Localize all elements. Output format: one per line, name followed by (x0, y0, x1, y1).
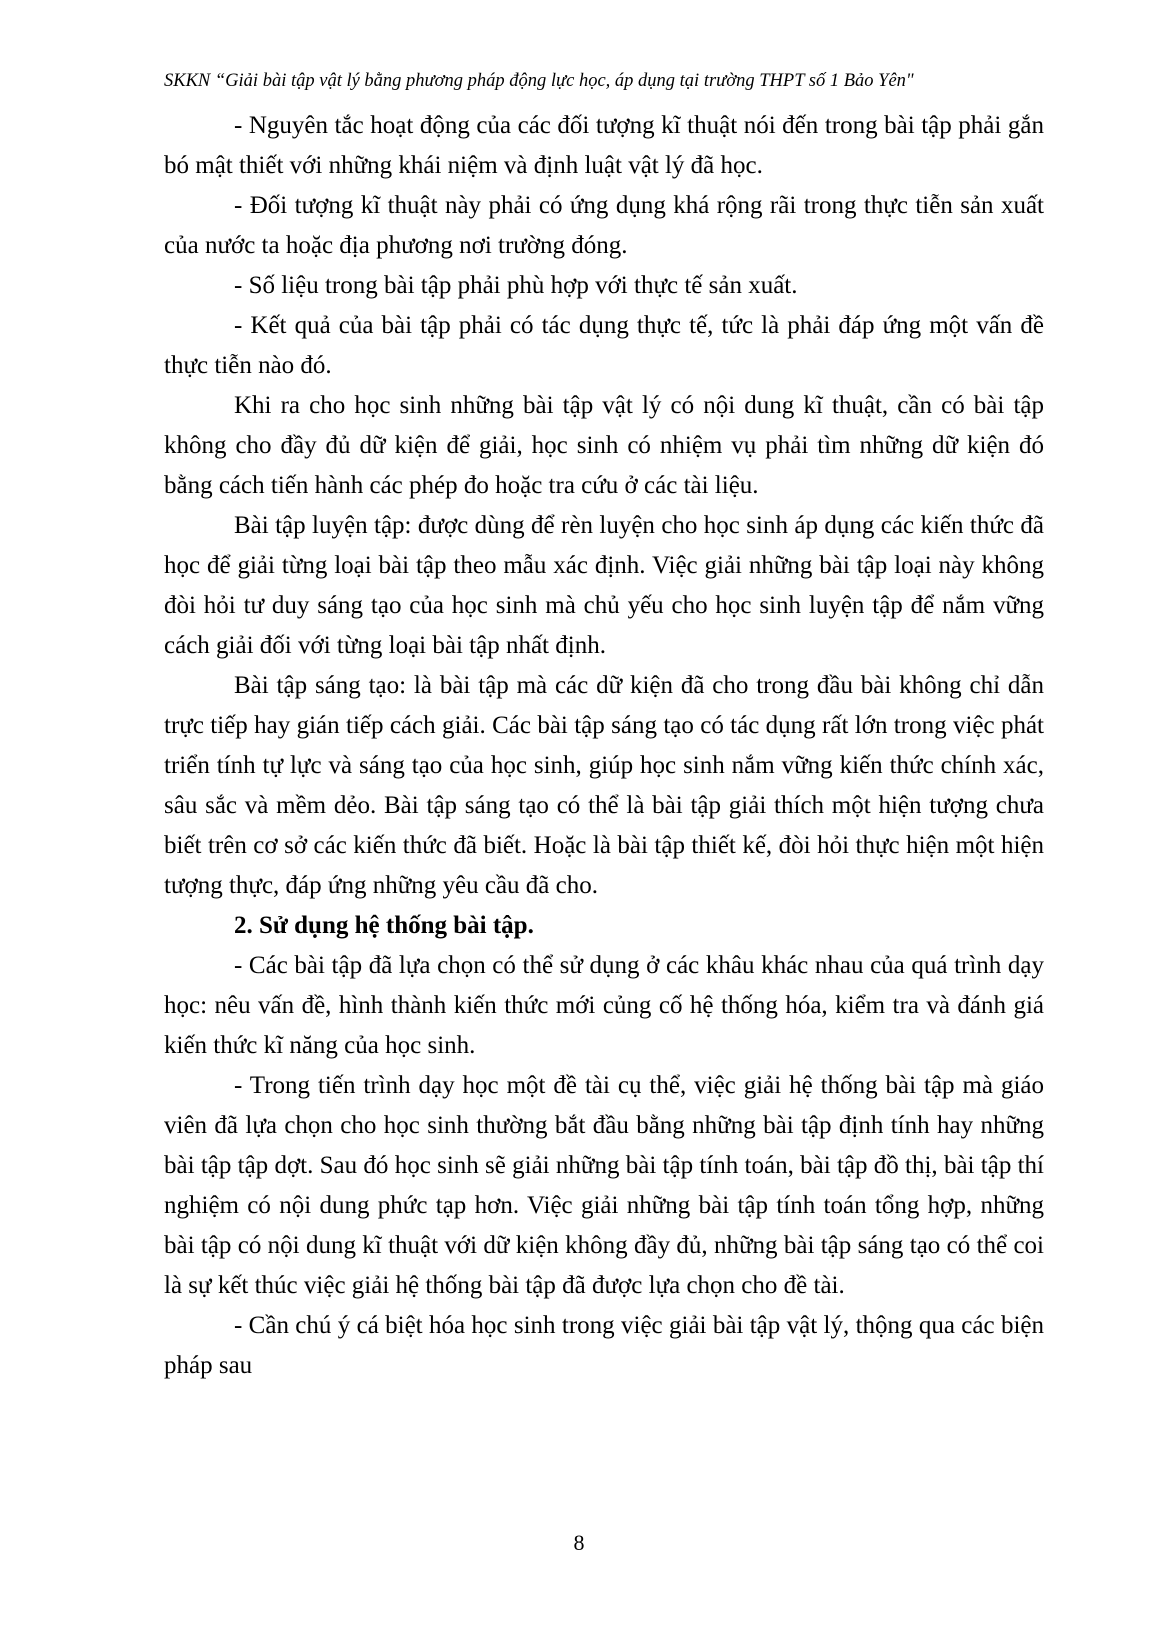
section-heading: 2. Sử dụng hệ thống bài tập. (234, 912, 534, 939)
page-number: 8 (573, 1530, 585, 1555)
paragraph: - Trong tiến trình dạy học một đề tài cụ thể, việc giải hệ thống bài tập mà giáo viên đã lựa chọn cho học sinh thường bắt đầu bằng những bài tập định tính hay những bài tập tập dợt. Sau đó học sinh sẽ giải những bài tập tính toán, bài tập đồ thị, bài tập thí nghiệm có nội dung phức tạp hơn. Việc giải những bài tập tính toán tổng hợp, những bài tập có nội dung kĩ thuật với dữ kiện không đầy đủ, những bài tập sáng tạo có thể coi là sự kết thúc việc giải hệ thống bài tập đã được lựa chọn cho đề tài. (164, 1072, 1044, 1299)
paragraph: - Nguyên tắc hoạt động của các đối tượng kĩ thuật nói đến trong bài tập phải gắn bó mật thiết với những khái niệm và định luật vật lý đã học. (164, 112, 1044, 179)
paragraph: - Cần chú ý cá biệt hóa học sinh trong việc giải bài tập vật lý, thộng qua các biện pháp sau (164, 1312, 1044, 1379)
paragraph: Khi ra cho học sinh những bài tập vật lý có nội dung kĩ thuật, cần có bài tập không cho đầy đủ dữ kiện để giải, học sinh có nhiệm vụ phải tìm những dữ kiện đó bằng cách tiến hành các phép đo hoặc tra cứu ở các tài liệu. (164, 392, 1044, 499)
paragraph: - Kết quả của bài tập phải có tác dụng thực tế, tức là phải đáp ứng một vấn đề thực tiễn nào đó. (164, 312, 1044, 379)
paragraph: Bài tập luyện tập: được dùng để rèn luyện cho học sinh áp dụng các kiến thức đã học để giải từng loại bài tập theo mẫu xác định. Việc giải những bài tập loại này không đòi hỏi tư duy sáng tạo của học sinh mà chủ yếu cho học sinh luyện tập để nắm vững cách giải đối với từng loại bài tập nhất định. (164, 512, 1044, 659)
running-header: SKKN “Giải bài tập vật lý bằng phương pháp động lực học, áp dụng tại trường THPT số 1 Bảo Yên" (164, 71, 914, 91)
paragraph: - Số liệu trong bài tập phải phù hợp với thực tế sản xuất. (234, 272, 798, 299)
paragraph: - Các bài tập đã lựa chọn có thể sử dụng ở các khâu khác nhau của quá trình dạy học: nêu vấn đề, hình thành kiến thức mới củng cố hệ thống hóa, kiểm tra và đánh giá kiến thức kĩ năng của học sinh. (164, 952, 1044, 1059)
paragraph: Bài tập sáng tạo: là bài tập mà các dữ kiện đã cho trong đầu bài không chỉ dẫn trực tiếp hay gián tiếp cách giải. Các bài tập sáng tạo có tác dụng rất lớn trong việc phát triển tính tự lực và sáng tạo của học sinh, giúp học sinh nắm vững kiến thức chính xác, sâu sắc và mềm dẻo. Bài tập sáng tạo có thể là bài tập giải thích một hiện tượng chưa biết trên cơ sở các kiến thức đã biết. Hoặc là bài tập thiết kế, đòi hỏi thực hiện một hiện tượng thực, đáp ứng những yêu cầu đã cho. (164, 672, 1044, 899)
paragraph: - Đối tượng kĩ thuật này phải có ứng dụng khá rộng rãi trong thực tiễn sản xuất của nước ta hoặc địa phương nơi trường đóng. (164, 192, 1044, 259)
document-body (164, 106, 1044, 1386)
